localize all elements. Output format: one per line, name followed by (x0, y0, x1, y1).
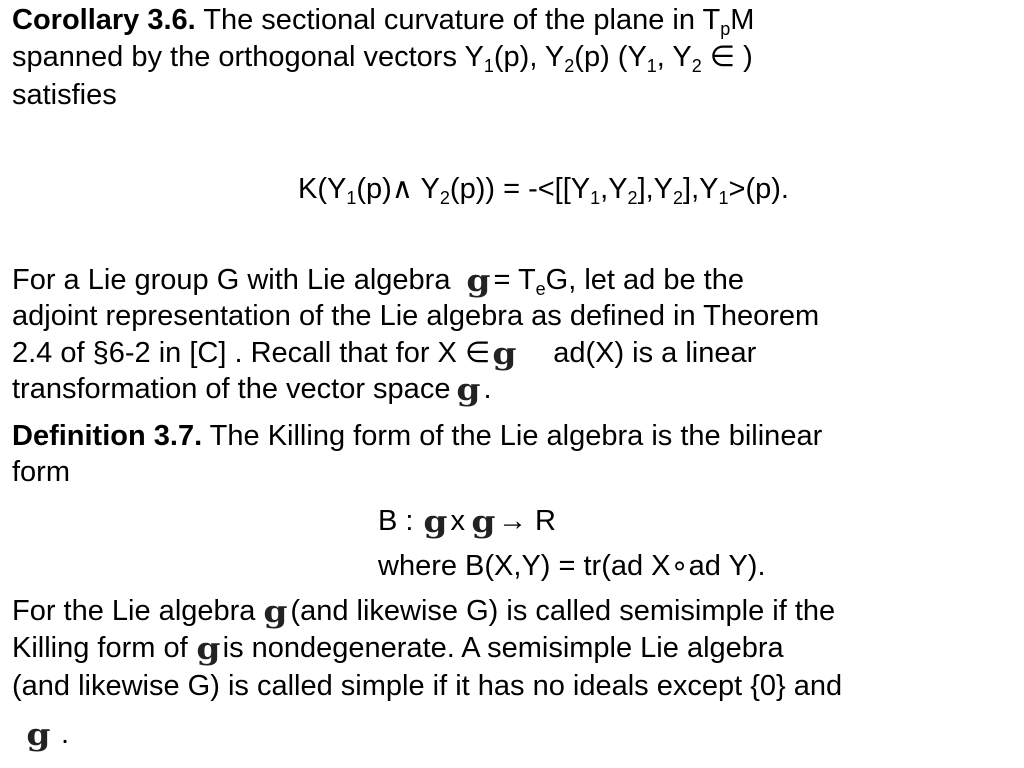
definition-line-2: form (12, 456, 70, 488)
para1-line-3: 2.4 of §6-2 in [C] . Recall that for X ∈g ad(X) is a linear (12, 337, 757, 372)
lie-algebra-g-symbol: g (196, 632, 221, 667)
definition-label: Definition 3.7. (12, 420, 203, 452)
lie-algebra-g-symbol: g (492, 337, 517, 372)
lie-algebra-g-symbol: g (456, 373, 482, 408)
para2-line-3: (and likewise G) is called simple if it has no ideals except {0} and (12, 670, 843, 702)
para2-line-1: For the Lie algebra g(and likewise G) is called semisimple if the (12, 595, 836, 630)
para1-line-2: adjoint representation of the Lie algebra as defined in Theorem (12, 300, 820, 332)
lie-algebra-g-symbol: g (466, 264, 492, 299)
para1-line-4: transformation of the vector space g. (12, 373, 492, 408)
definition-line-1: Definition 3.7. The Killing form of the Lie algebra is the bilinear (12, 420, 823, 452)
corollary-line-3: satisfies (12, 79, 117, 111)
para2-line-4: g . (26, 718, 70, 753)
corollary-label: Corollary 3.6. (12, 4, 196, 36)
killing-form-formula: where B(X,Y) = tr(ad X∘ad Y). (378, 550, 766, 582)
lie-algebra-g-symbol: g (26, 718, 51, 753)
para1-line-1: For a Lie group G with Lie algebra $g= T_eG$, let ad be the (12, 264, 744, 299)
para2-line-2: Killing form of gis nondegenerate. A semisimple Lie algebra (12, 632, 784, 667)
curvature-formula: $K(Y_1(p)\wedge$ $Y_2(p)) = -<[[Y_1,Y_2],Y_2],Y_1>(p)$. (298, 173, 789, 208)
lie-algebra-g-symbol: g (423, 505, 449, 540)
lie-algebra-g-symbol: g (263, 595, 288, 630)
corollary-line-1: Corollary 3.6. The sectional curvature of the plane in $T_pM$ (12, 4, 755, 39)
corollary-line-2: spanned by the orthogonal vectors $Y_1(p)$, $Y_2(p)$ ($Y_1$, $Y_2$ ∈ ) (12, 41, 753, 76)
lie-algebra-g-symbol: g (471, 505, 496, 540)
killing-form-map: B : gx g→ R (378, 505, 556, 540)
